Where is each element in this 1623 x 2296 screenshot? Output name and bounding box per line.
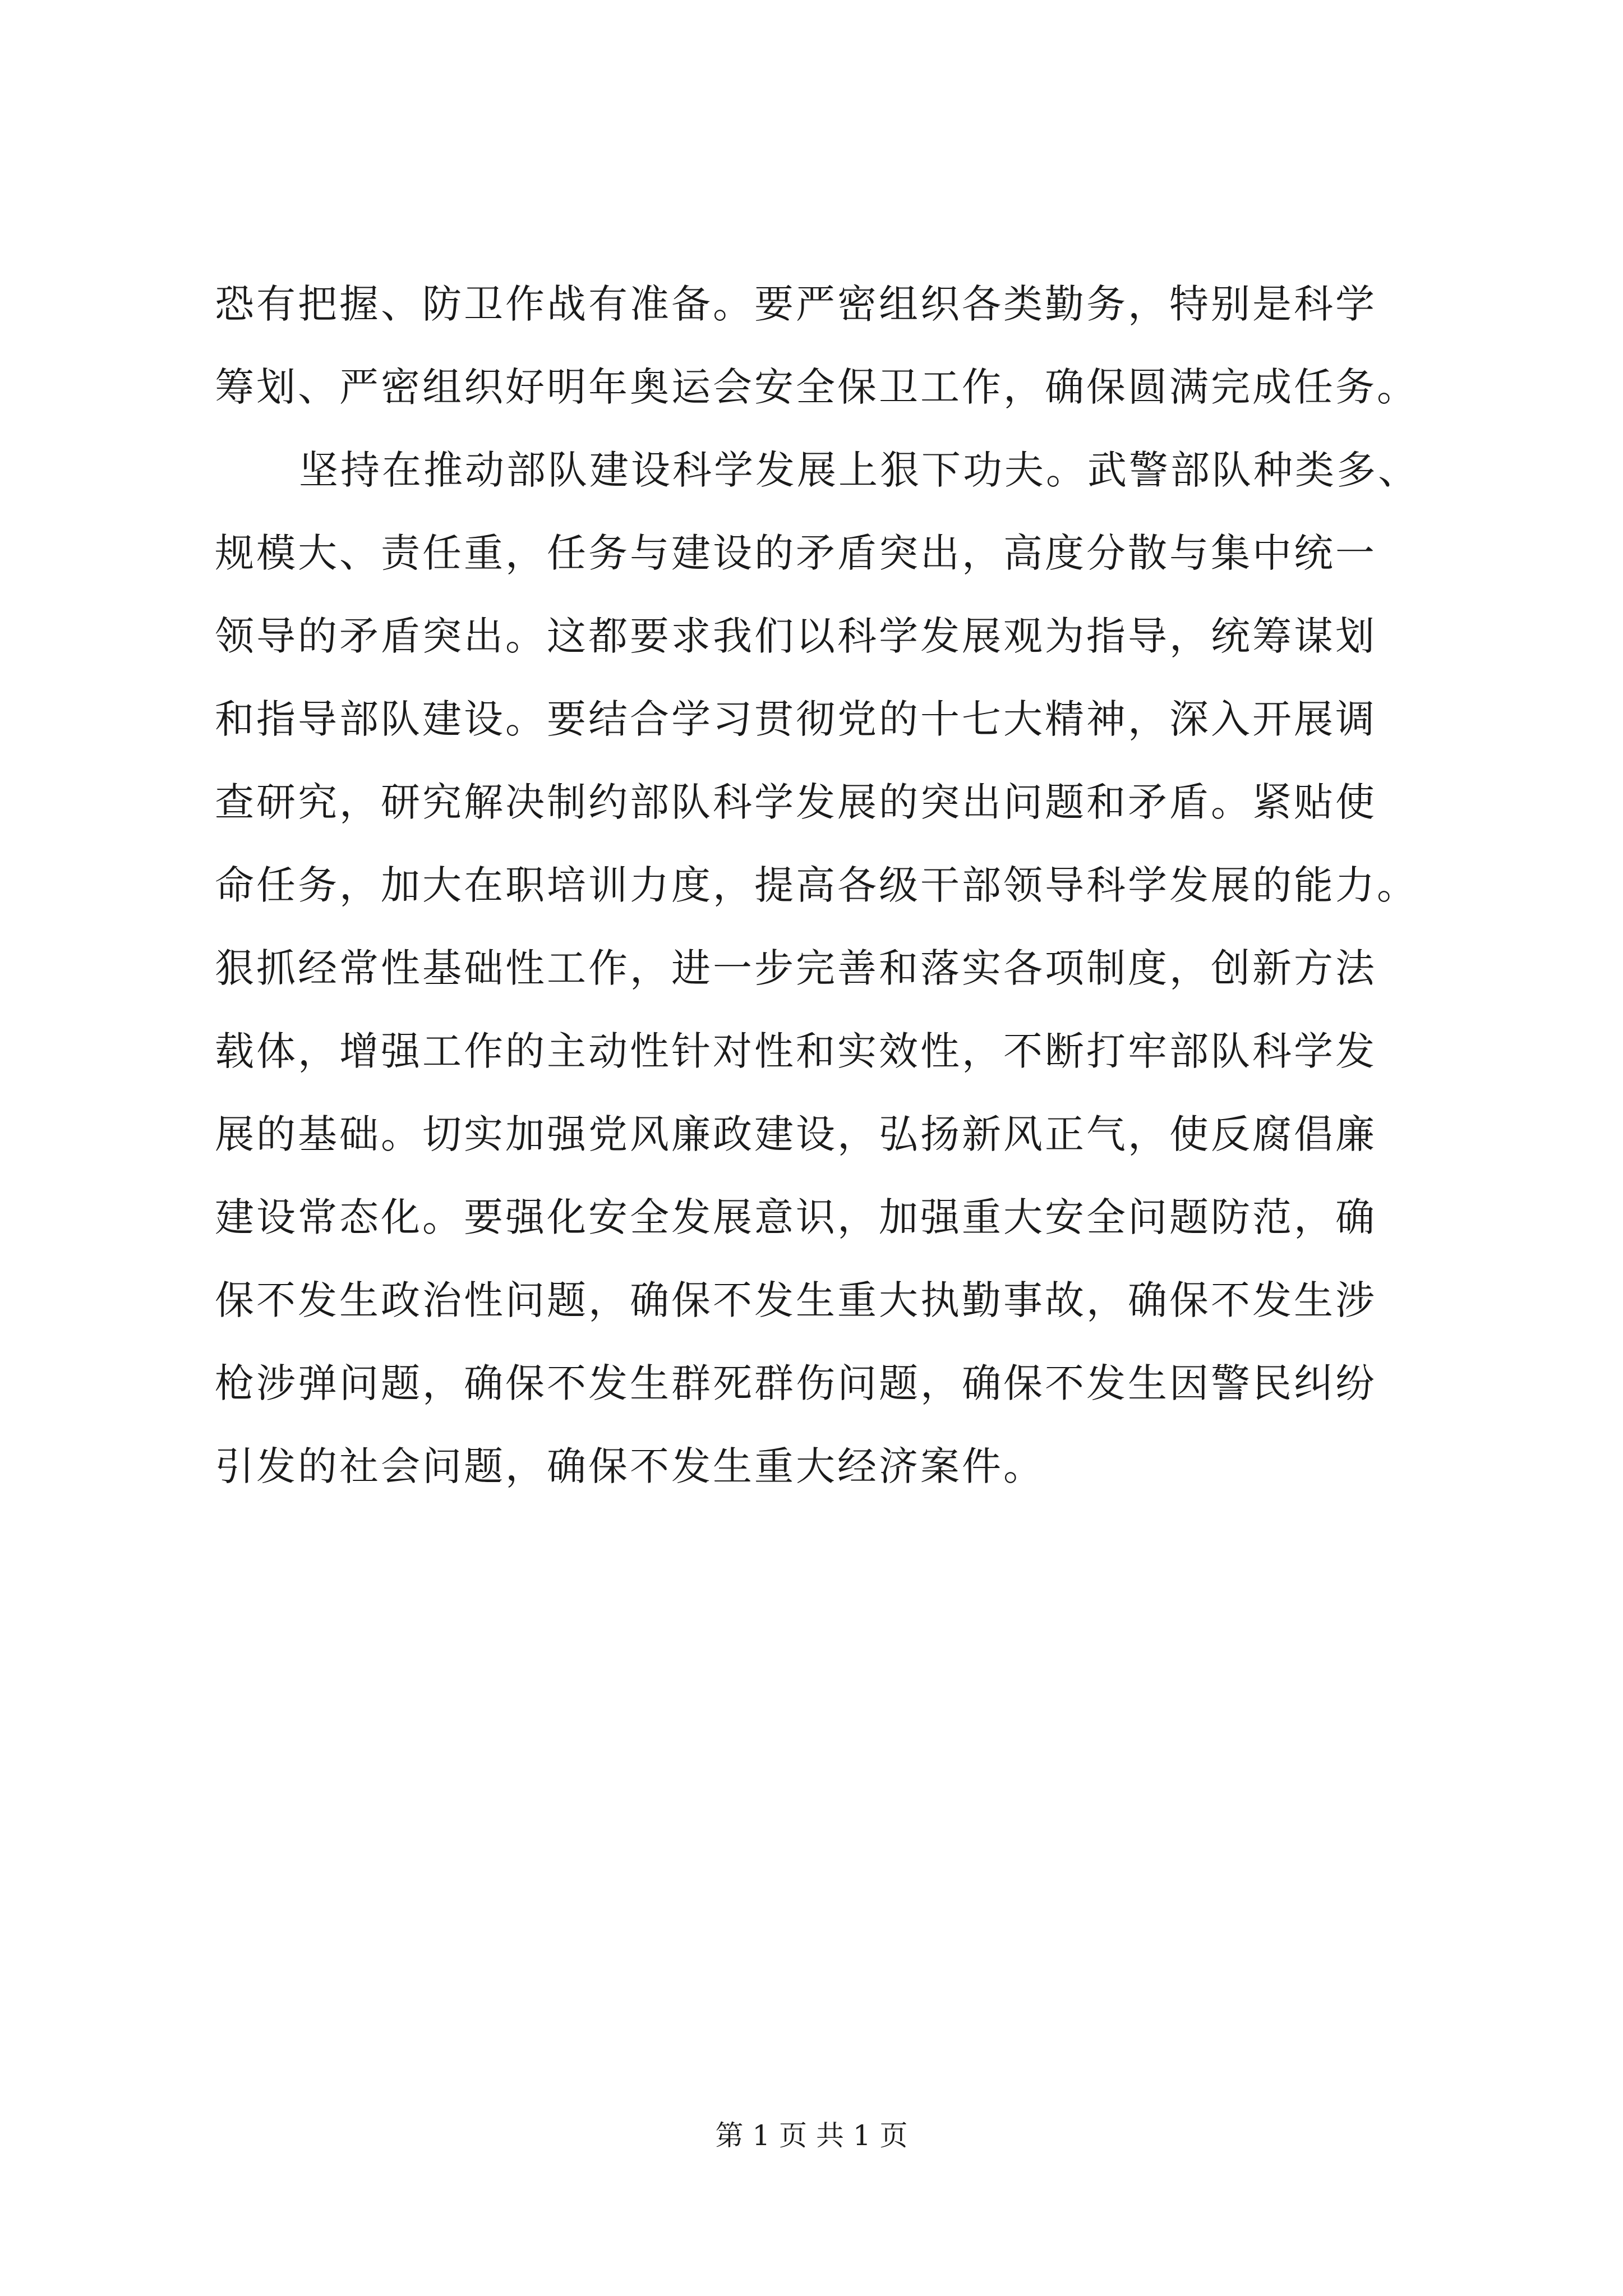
text-line: 和指导部队建设。要结合学习贯彻党的十七大精神，深入开展调 (215, 696, 1377, 742)
text-line: 展的基础。切实加强党风廉政建设，弘扬新风正气，使反腐倡廉 (215, 1111, 1377, 1157)
text-line: 筹划、严密组织好明年奥运会安全保卫工作，确保圆满完成任务。 (215, 364, 1418, 410)
text-line: 命任务，加大在职培训力度，提高各级干部领导科学发展的能力。 (215, 862, 1418, 908)
text-line: 查研究，研究解决制约部队科学发展的突出问题和矛盾。紧贴使 (215, 779, 1377, 825)
text-line: 恐有把握、防卫作战有准备。要严密组织各类勤务，特别是科学 (215, 281, 1377, 327)
text-line: 建设常态化。要强化安全发展意识，加强重大安全问题防范，确 (215, 1194, 1377, 1240)
text-line: 枪涉弹问题，确保不发生群死群伤问题，确保不发生因警民纠纷 (215, 1360, 1377, 1406)
text-line: 引发的社会问题，确保不发生重大经济案件。 (215, 1443, 1045, 1489)
text-line: 规模大、责任重，任务与建设的矛盾突出，高度分散与集中统一 (215, 530, 1377, 576)
paragraph-start-line: 坚持在推动部队建设科学发展上狠下功夫。武警部队种类多、 (299, 447, 1419, 493)
text-line: 保不发生政治性问题，确保不发生重大执勤事故，确保不发生涉 (215, 1277, 1377, 1323)
text-line: 狠抓经常性基础性工作，进一步完善和落实各项制度，创新方法 (215, 945, 1377, 991)
page-footer: 第 1 页 共 1 页 (715, 2119, 908, 2152)
text-line: 载体，增强工作的主动性针对性和实效性，不断打牢部队科学发 (215, 1028, 1377, 1074)
body-text (215, 263, 1482, 1508)
text-line: 领导的矛盾突出。这都要求我们以科学发展观为指导，统筹谋划 (215, 613, 1377, 659)
